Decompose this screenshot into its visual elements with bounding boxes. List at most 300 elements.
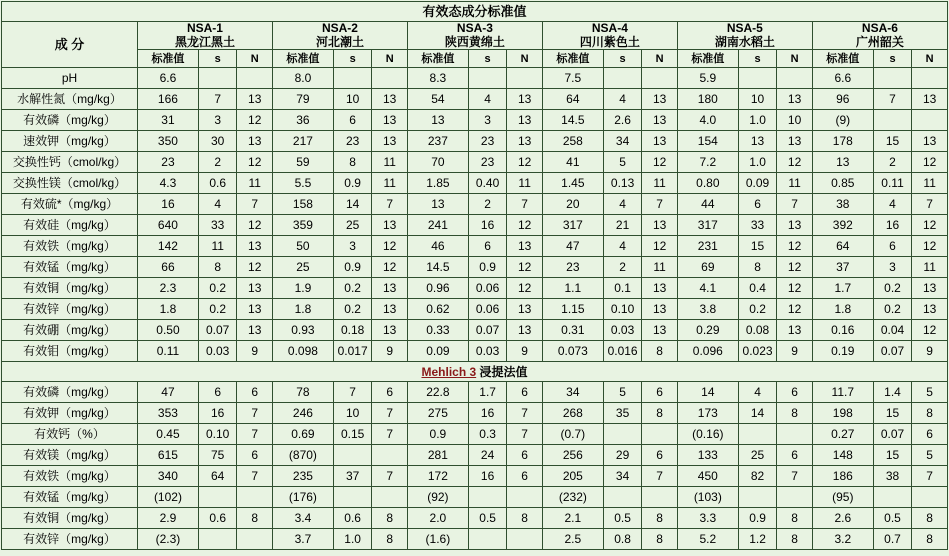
data-cell: 13 <box>372 131 408 152</box>
data-cell: 0.07 <box>873 424 912 445</box>
data-cell: 12 <box>507 215 543 236</box>
data-cell <box>372 487 408 508</box>
data-cell: 3 <box>198 110 237 131</box>
table-row <box>2 508 948 529</box>
data-cell: 359 <box>272 215 333 236</box>
data-cell: 1.0 <box>333 529 372 550</box>
data-cell: 7 <box>372 424 408 445</box>
data-cell: 7 <box>372 466 408 487</box>
data-cell: 12 <box>237 215 273 236</box>
data-cell <box>738 68 777 89</box>
data-cell: 13 <box>372 278 408 299</box>
data-cell: 8.3 <box>407 68 468 89</box>
data-cell: 30 <box>198 131 237 152</box>
data-cell: 0.7 <box>873 529 912 550</box>
data-cell: 12 <box>777 278 813 299</box>
data-cell: 1.7 <box>812 278 873 299</box>
group-code: NSA-5 <box>726 21 763 35</box>
data-cell <box>507 529 543 550</box>
data-cell: 14 <box>333 194 372 215</box>
data-cell: 1.8 <box>812 299 873 320</box>
data-cell: 4 <box>873 194 912 215</box>
data-cell: 1.7 <box>468 382 507 403</box>
data-cell <box>507 68 543 89</box>
table-row <box>2 445 948 466</box>
data-cell <box>642 487 678 508</box>
table-row <box>2 487 948 508</box>
data-cell: (103) <box>677 487 738 508</box>
data-cell: 24 <box>468 445 507 466</box>
data-cell: 217 <box>272 131 333 152</box>
table-row <box>2 131 948 152</box>
data-cell: 5 <box>912 445 948 466</box>
data-cell: 8 <box>507 508 543 529</box>
row-label: 有效硅（mg/kg） <box>2 215 138 236</box>
row-label: 有效硫*（mg/kg） <box>2 194 138 215</box>
sub-header-s-g4: s <box>603 50 642 68</box>
row-label: 有效硼（mg/kg） <box>2 320 138 341</box>
data-cell: 7 <box>507 194 543 215</box>
data-cell: (0.7) <box>542 424 603 445</box>
data-cell: 13 <box>237 278 273 299</box>
data-cell: 7 <box>198 89 237 110</box>
data-cell: 14 <box>738 403 777 424</box>
data-cell: 13 <box>642 131 678 152</box>
data-cell <box>237 529 273 550</box>
row-label: 水解性氮（mg/kg） <box>2 89 138 110</box>
row-label: 有效锌（mg/kg） <box>2 299 138 320</box>
data-cell: 0.50 <box>138 320 199 341</box>
data-cell: 16 <box>873 215 912 236</box>
data-cell: 8 <box>777 529 813 550</box>
data-cell <box>333 68 372 89</box>
data-cell: 46 <box>407 236 468 257</box>
data-cell: 13 <box>642 278 678 299</box>
data-cell: 13 <box>372 89 408 110</box>
data-cell: 14.5 <box>407 257 468 278</box>
row-label: 有效镁（mg/kg） <box>2 445 138 466</box>
data-cell: 6 <box>642 382 678 403</box>
data-cell: 13 <box>507 89 543 110</box>
data-cell <box>372 68 408 89</box>
data-cell: 8 <box>642 508 678 529</box>
data-cell: 340 <box>138 466 199 487</box>
data-cell: 6 <box>198 382 237 403</box>
data-cell: 7 <box>777 194 813 215</box>
data-cell: 0.8 <box>603 529 642 550</box>
data-cell: 0.07 <box>198 320 237 341</box>
data-cell: 166 <box>138 89 199 110</box>
data-cell: 12 <box>642 236 678 257</box>
data-cell: 21 <box>603 215 642 236</box>
table-row <box>2 299 948 320</box>
data-cell <box>777 68 813 89</box>
row-label: 有效磷（mg/kg） <box>2 110 138 131</box>
data-cell: 14 <box>677 382 738 403</box>
data-cell: 0.1 <box>603 278 642 299</box>
data-cell <box>603 487 642 508</box>
sub-header-row <box>2 50 948 68</box>
data-cell: 0.3 <box>468 424 507 445</box>
data-cell: 0.10 <box>198 424 237 445</box>
data-cell: 7 <box>237 403 273 424</box>
data-cell: 148 <box>812 445 873 466</box>
data-cell: 13 <box>507 320 543 341</box>
data-cell <box>912 68 948 89</box>
data-cell: 0.096 <box>677 341 738 362</box>
data-cell: 8 <box>237 508 273 529</box>
data-cell: 15 <box>873 403 912 424</box>
data-cell: 13 <box>912 89 948 110</box>
data-cell <box>642 68 678 89</box>
data-cell: 0.19 <box>812 341 873 362</box>
data-cell: 13 <box>237 236 273 257</box>
data-cell <box>507 487 543 508</box>
data-cell <box>333 445 372 466</box>
data-cell: 5.2 <box>677 529 738 550</box>
data-cell: 82 <box>738 466 777 487</box>
data-cell: 8 <box>738 257 777 278</box>
data-cell: 450 <box>677 466 738 487</box>
data-cell: 12 <box>237 152 273 173</box>
data-cell <box>372 445 408 466</box>
data-cell: 7 <box>372 403 408 424</box>
sub-header-s-g2: s <box>333 50 372 68</box>
data-cell: 12 <box>777 152 813 173</box>
data-cell: 0.62 <box>407 299 468 320</box>
data-cell: 0.33 <box>407 320 468 341</box>
data-cell: 34 <box>603 131 642 152</box>
data-cell: 4 <box>198 194 237 215</box>
data-cell: (92) <box>407 487 468 508</box>
sub-header-value-g3: 标准值 <box>407 50 468 68</box>
data-cell: 8 <box>642 529 678 550</box>
group-code: NSA-3 <box>456 21 493 35</box>
data-cell: 22.8 <box>407 382 468 403</box>
data-cell: 237 <box>407 131 468 152</box>
data-cell: 79 <box>272 89 333 110</box>
data-cell: 0.11 <box>873 173 912 194</box>
data-cell <box>873 110 912 131</box>
data-cell: 3 <box>468 110 507 131</box>
data-cell: 13 <box>642 89 678 110</box>
data-cell: 13 <box>372 110 408 131</box>
data-cell: 10 <box>777 110 813 131</box>
data-cell <box>912 487 948 508</box>
data-cell: (2.3) <box>138 529 199 550</box>
data-cell: 13 <box>237 320 273 341</box>
table-body-part1 <box>2 68 948 362</box>
data-cell <box>912 110 948 131</box>
data-cell: 13 <box>777 215 813 236</box>
data-cell: 9 <box>237 341 273 362</box>
data-cell: 11 <box>198 236 237 257</box>
table-row <box>2 89 948 110</box>
data-cell: 0.80 <box>677 173 738 194</box>
data-cell: 3.8 <box>677 299 738 320</box>
data-cell: 6 <box>777 445 813 466</box>
row-label: 有效钾（mg/kg） <box>2 403 138 424</box>
data-cell: 173 <box>677 403 738 424</box>
data-cell: 13 <box>912 131 948 152</box>
data-cell: 0.15 <box>333 424 372 445</box>
data-cell: 0.5 <box>603 508 642 529</box>
data-cell: 258 <box>542 131 603 152</box>
data-cell: 0.27 <box>812 424 873 445</box>
data-cell: 154 <box>677 131 738 152</box>
data-cell: 12 <box>237 110 273 131</box>
data-cell: 1.0 <box>738 152 777 173</box>
data-cell: 8 <box>642 403 678 424</box>
data-cell: 8 <box>912 403 948 424</box>
data-cell: 1.15 <box>542 299 603 320</box>
data-cell <box>468 487 507 508</box>
data-cell <box>333 487 372 508</box>
row-label: 有效铜（mg/kg） <box>2 278 138 299</box>
sub-header-s-g5: s <box>738 50 777 68</box>
sub-header-n-g4: N <box>642 50 678 68</box>
data-cell: 54 <box>407 89 468 110</box>
data-cell: 0.016 <box>603 341 642 362</box>
data-cell <box>237 68 273 89</box>
data-cell: 8 <box>777 403 813 424</box>
table-row <box>2 68 948 89</box>
data-cell: 205 <box>542 466 603 487</box>
data-cell: 7 <box>642 466 678 487</box>
data-cell: 11 <box>912 173 948 194</box>
row-label: 有效钼（mg/kg） <box>2 341 138 362</box>
group-code: NSA-1 <box>186 21 223 35</box>
group-header-nsa-2 <box>272 22 407 50</box>
group-header-nsa-3 <box>407 22 542 50</box>
data-cell: 13 <box>507 299 543 320</box>
data-cell: 5.5 <box>272 173 333 194</box>
data-cell: 392 <box>812 215 873 236</box>
data-cell: 0.073 <box>542 341 603 362</box>
data-cell: 1.45 <box>542 173 603 194</box>
data-cell: 2 <box>873 152 912 173</box>
data-cell: 4 <box>468 89 507 110</box>
data-cell: 6 <box>237 382 273 403</box>
data-cell: 31 <box>138 110 199 131</box>
data-cell: 8 <box>912 529 948 550</box>
table-row <box>2 320 948 341</box>
data-cell: 0.2 <box>198 299 237 320</box>
data-cell: 7 <box>237 466 273 487</box>
data-cell: 640 <box>138 215 199 236</box>
data-cell: 13 <box>372 320 408 341</box>
data-cell: 16 <box>468 403 507 424</box>
data-cell: 0.06 <box>468 299 507 320</box>
row-label: 交换性钙（cmol/kg） <box>2 152 138 173</box>
data-cell: 3.7 <box>272 529 333 550</box>
data-cell: 7.2 <box>677 152 738 173</box>
data-cell: 7 <box>333 382 372 403</box>
data-cell: 4 <box>603 89 642 110</box>
data-cell: 0.9 <box>333 257 372 278</box>
data-cell: 0.098 <box>272 341 333 362</box>
data-cell: 0.4 <box>738 278 777 299</box>
data-cell: 1.8 <box>272 299 333 320</box>
data-cell: 12 <box>777 299 813 320</box>
data-cell: 8 <box>372 508 408 529</box>
data-cell: 6 <box>642 445 678 466</box>
table-row <box>2 424 948 445</box>
data-cell: 34 <box>603 466 642 487</box>
data-cell: 7 <box>237 194 273 215</box>
section-header-row <box>2 362 948 382</box>
data-cell: 0.017 <box>333 341 372 362</box>
data-cell: 0.09 <box>407 341 468 362</box>
data-cell: 231 <box>677 236 738 257</box>
data-cell: 7 <box>372 194 408 215</box>
data-cell: 0.69 <box>272 424 333 445</box>
data-cell: 0.5 <box>468 508 507 529</box>
table-row <box>2 257 948 278</box>
data-cell: 12 <box>912 236 948 257</box>
data-cell: 34 <box>542 382 603 403</box>
sub-header-s-g1: s <box>198 50 237 68</box>
data-cell: 0.2 <box>333 299 372 320</box>
data-cell: 317 <box>677 215 738 236</box>
data-cell: 12 <box>372 236 408 257</box>
data-cell: 0.2 <box>738 299 777 320</box>
sub-header-value-g2: 标准值 <box>272 50 333 68</box>
data-cell: 7 <box>777 466 813 487</box>
data-cell: 16 <box>198 403 237 424</box>
data-cell <box>738 487 777 508</box>
data-cell: 0.96 <box>407 278 468 299</box>
data-cell: 2.1 <box>542 508 603 529</box>
data-cell: 10 <box>333 89 372 110</box>
data-cell: 4.0 <box>677 110 738 131</box>
data-cell: 16 <box>468 215 507 236</box>
data-cell: 13 <box>912 278 948 299</box>
table-row <box>2 173 948 194</box>
data-cell: 11.7 <box>812 382 873 403</box>
data-cell: 15 <box>738 236 777 257</box>
data-cell: 0.10 <box>603 299 642 320</box>
data-cell: 11 <box>372 173 408 194</box>
row-label: 有效铜（mg/kg） <box>2 508 138 529</box>
table-title-row <box>2 2 948 22</box>
data-cell: 64 <box>542 89 603 110</box>
data-cell: 6 <box>507 445 543 466</box>
data-cell: 246 <box>272 403 333 424</box>
data-cell: 29 <box>603 445 642 466</box>
data-cell: 8.0 <box>272 68 333 89</box>
data-cell <box>873 487 912 508</box>
data-cell: 275 <box>407 403 468 424</box>
data-cell: 6 <box>738 194 777 215</box>
sub-header-value-g5: 标准值 <box>677 50 738 68</box>
data-cell: 7.5 <box>542 68 603 89</box>
data-cell: 0.5 <box>873 508 912 529</box>
data-cell: 64 <box>198 466 237 487</box>
data-cell: 9 <box>912 341 948 362</box>
data-cell: 4 <box>738 382 777 403</box>
data-cell: 1.9 <box>272 278 333 299</box>
data-cell: 8 <box>642 341 678 362</box>
sub-header-n-g2: N <box>372 50 408 68</box>
group-code: NSA-4 <box>591 21 628 35</box>
data-cell: 13 <box>372 215 408 236</box>
data-cell: 8 <box>777 508 813 529</box>
data-cell: 3.2 <box>812 529 873 550</box>
data-cell: 12 <box>507 257 543 278</box>
group-code: NSA-2 <box>321 21 358 35</box>
group-soil: 陕西黄绵土 <box>444 35 505 49</box>
data-cell: 241 <box>407 215 468 236</box>
data-cell: 186 <box>812 466 873 487</box>
data-cell: (232) <box>542 487 603 508</box>
data-cell: 6 <box>777 382 813 403</box>
data-cell: 33 <box>738 215 777 236</box>
row-label: 有效铁（mg/kg） <box>2 466 138 487</box>
data-cell: 75 <box>198 445 237 466</box>
data-cell: 0.07 <box>468 320 507 341</box>
data-cell: (1.6) <box>407 529 468 550</box>
row-label: 有效锰（mg/kg） <box>2 487 138 508</box>
data-cell: 12 <box>507 278 543 299</box>
group-code: NSA-6 <box>861 21 898 35</box>
sub-header-value-g6: 标准值 <box>812 50 873 68</box>
data-cell: 13 <box>777 320 813 341</box>
data-cell: 13 <box>507 110 543 131</box>
data-cell: 0.13 <box>603 173 642 194</box>
data-cell: 33 <box>198 215 237 236</box>
data-cell: 7 <box>873 89 912 110</box>
data-cell: 23 <box>468 152 507 173</box>
data-cell <box>738 424 777 445</box>
data-cell: 13 <box>507 236 543 257</box>
group-header-nsa-5 <box>677 22 812 50</box>
data-cell: 1.1 <box>542 278 603 299</box>
row-label: 有效磷（mg/kg） <box>2 382 138 403</box>
standard-values-table <box>1 1 948 550</box>
data-cell: 13 <box>738 131 777 152</box>
data-cell: 1.85 <box>407 173 468 194</box>
data-cell: 12 <box>237 257 273 278</box>
data-cell: 25 <box>333 215 372 236</box>
table-row <box>2 341 948 362</box>
data-cell: 15 <box>873 131 912 152</box>
data-cell: 23 <box>468 131 507 152</box>
data-cell: 12 <box>912 320 948 341</box>
group-header-nsa-1 <box>138 22 273 50</box>
data-cell: 0.08 <box>738 320 777 341</box>
sub-header-value-g4: 标准值 <box>542 50 603 68</box>
data-cell: 12 <box>912 215 948 236</box>
data-cell: 0.6 <box>198 173 237 194</box>
data-cell: 2.0 <box>407 508 468 529</box>
data-cell: 37 <box>333 466 372 487</box>
data-cell: 14.5 <box>542 110 603 131</box>
table-row <box>2 278 948 299</box>
data-cell: 11 <box>237 173 273 194</box>
table-row <box>2 403 948 424</box>
group-soil: 河北潮土 <box>315 35 364 49</box>
data-cell: 0.45 <box>138 424 199 445</box>
data-cell: 0.2 <box>873 299 912 320</box>
data-cell: 13 <box>237 89 273 110</box>
data-cell: 15 <box>873 445 912 466</box>
group-header-nsa-6 <box>812 22 947 50</box>
data-cell: 0.2 <box>333 278 372 299</box>
data-cell: 12 <box>912 152 948 173</box>
data-cell: 20 <box>542 194 603 215</box>
data-cell: 0.9 <box>407 424 468 445</box>
